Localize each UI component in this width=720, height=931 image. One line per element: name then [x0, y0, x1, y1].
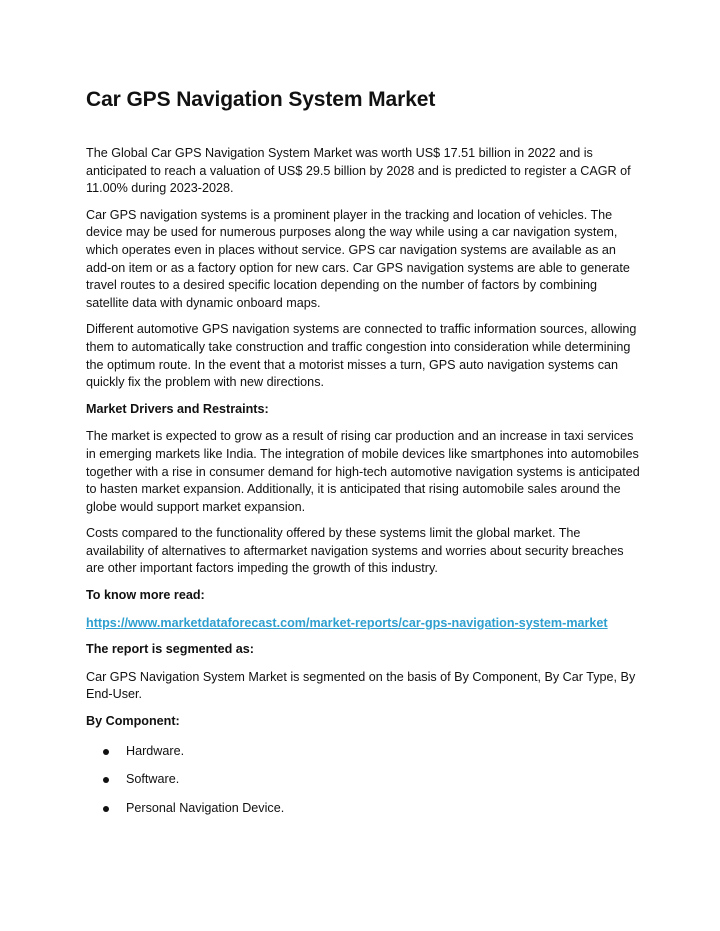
know-more-heading: To know more read:: [86, 588, 205, 603]
list-item-label: Personal Navigation Device.: [126, 800, 285, 815]
segmented-paragraph: Car GPS Navigation System Market is segmented on the basis of By Component, By Car Type, By End-User.: [86, 669, 636, 702]
link-paragraph: [86, 615, 640, 633]
overview-paragraph: Car GPS navigation systems is a prominent player in the tracking and location of vehicles. The device may be used for numerous purposes along the way while using a car navigation system, which operates even in places without service. GPS car navigation systems are available as an add-on item or as a factory option for new cars. Car GPS navigation systems are able to generate travel routes to a desired specific location depending on the number of factors by combining satellite data with dynamic onboard maps.: [86, 207, 630, 310]
list-item: [86, 771, 640, 789]
report-link[interactable]: https://www.marketdataforecast.com/market-reports/car-gps-navigation-system-market: [86, 615, 608, 630]
list-item: [86, 800, 640, 818]
bullet-icon: [103, 749, 109, 755]
by-component-heading: By Component:: [86, 714, 180, 729]
list-item-label: Hardware.: [126, 743, 185, 758]
restraints-paragraph: Costs compared to the functionality offered by these systems limit the global market. The availability of alternatives to aftermarket navigation systems and worries about security breaches are other important factors impeding the growth of this industry.: [86, 526, 624, 576]
document-title: Car GPS Navigation System Market: [86, 88, 436, 111]
traffic-paragraph: Different automotive GPS navigation systems are connected to traffic information sources, allowing them to automatically take construction and traffic congestion into consideration while determining the optimum route. In the event that a motorist misses a turn, GPS auto navigation systems can quickly fix the problem with new directions.: [86, 322, 637, 390]
bullet-icon: [103, 806, 109, 812]
segmented-heading: The report is segmented as:: [86, 642, 254, 657]
component-list: [86, 743, 640, 818]
drivers-restraints-heading: Market Drivers and Restraints:: [86, 401, 269, 416]
list-item: [86, 743, 640, 761]
drivers-paragraph: The market is expected to grow as a result of rising car production and an increase in taxi services in emerging markets like India. The integration of mobile devices like smartphones into automobiles together with a rise in consumer demand for high-tech automotive navigation systems is anticipated to hasten market expansion. Additionally, it is anticipated that rising automobile sales around the globe would support market expansion.: [86, 429, 640, 514]
list-item-label: Software.: [126, 772, 180, 787]
bullet-icon: [103, 777, 109, 783]
intro-paragraph: The Global Car GPS Navigation System Market was worth US$ 17.51 billion in 2022 and is anticipated to reach a valuation of US$ 29.5 billion by 2028 and is predicted to register a CAGR of 11.00% during 2023-2028.: [86, 146, 631, 196]
